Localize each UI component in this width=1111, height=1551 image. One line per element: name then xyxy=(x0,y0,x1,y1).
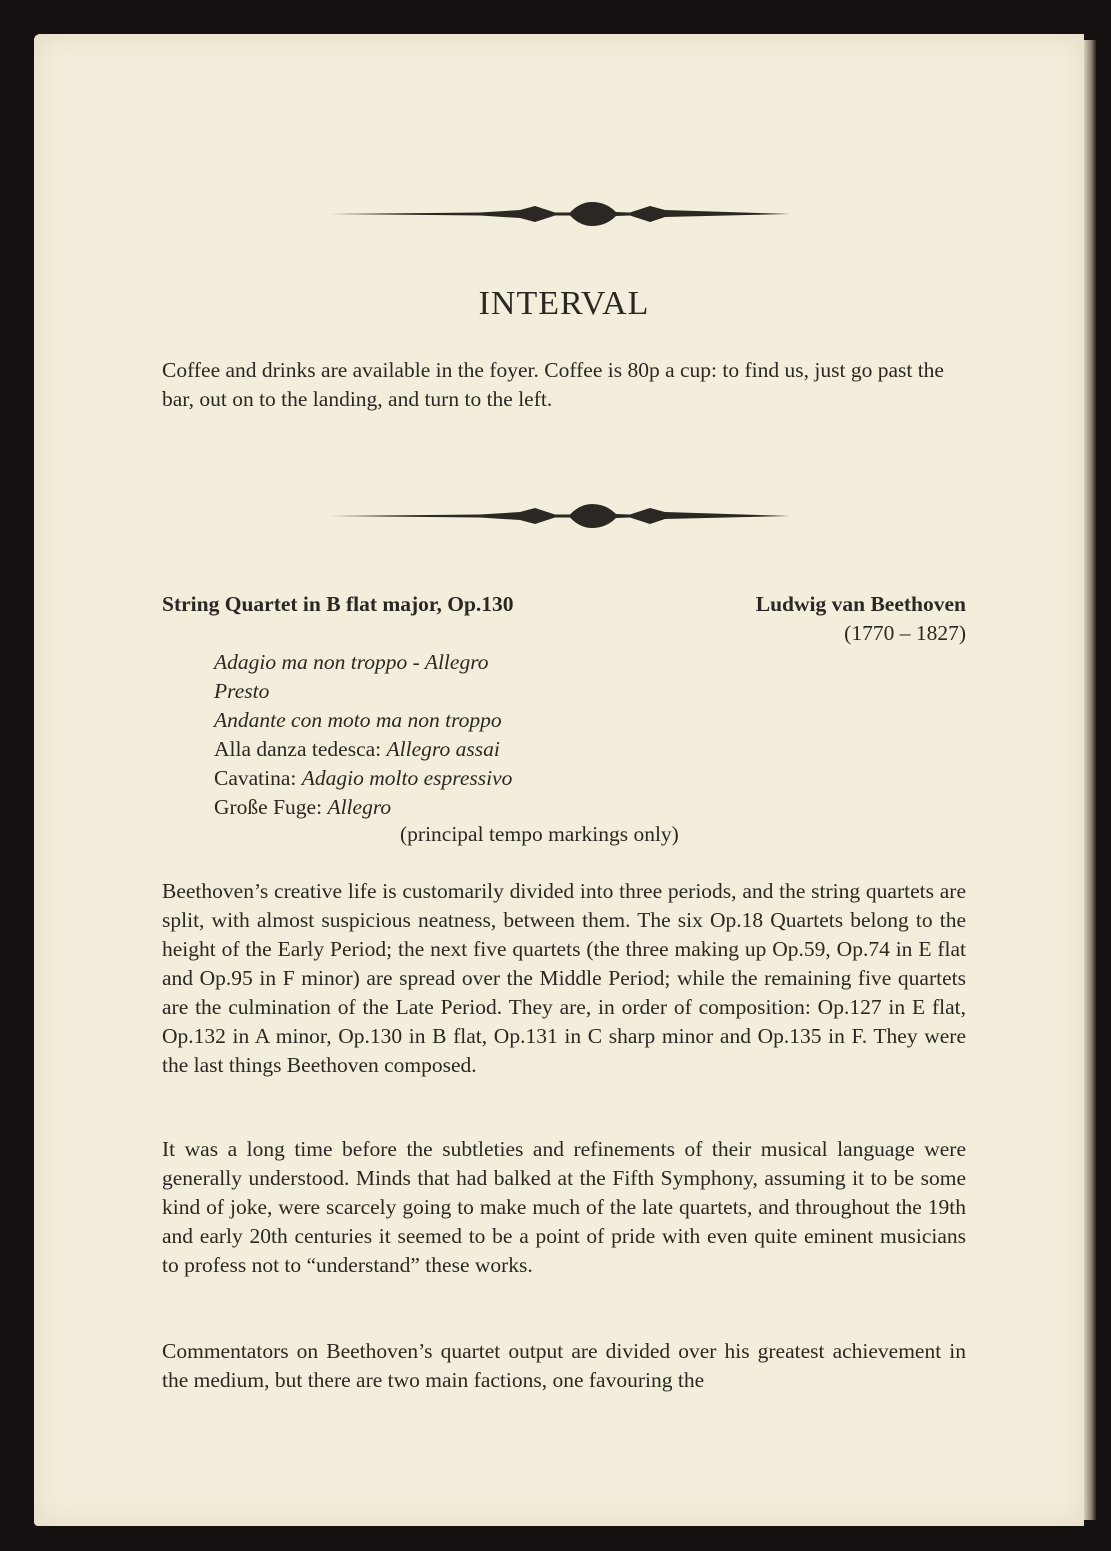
work-title: String Quartet in B flat major, Op.130 xyxy=(162,592,514,616)
composer-name: Ludwig van Beethoven xyxy=(755,592,966,616)
interval-heading: INTERVAL xyxy=(478,285,650,322)
movement-item: Cavatina: Adagio molto espressivo xyxy=(214,766,513,790)
movement-item: Adagio ma non troppo - Allegro xyxy=(214,650,489,674)
ornament-divider-bottom-icon xyxy=(330,498,790,534)
page-edge xyxy=(1084,40,1096,1520)
programme-paragraph: Beethoven’s creative life is customarily divided into three periods, and the string quartets are split, with almost suspicious neatness, between them. The six Op.18 Quartets belong to the height of the Early Period; the next five quartets (the three making up Op.59, Op.74 in E flat and Op.95 in F minor) are spread over the Middle Period; while the remaining five quartets are the culmination of the Late Period. They are, in order of composition: Op.127 in E flat, Op.132 in A minor, Op.130 in B flat, Op.131 in C sharp minor and Op.135 in F. They were the last things Beethoven composed. xyxy=(162,879,966,1077)
work-heading xyxy=(162,590,966,648)
movement-item: Presto xyxy=(214,679,270,703)
tempo-note: (principal tempo markings only) xyxy=(400,822,679,846)
interval-notice: Coffee and drinks are available in the foyer. Coffee is 80p a cup: to find us, just go past the bar, out on to the landing, and turn to the left. xyxy=(162,358,944,411)
movement-list xyxy=(214,648,512,822)
programme-page xyxy=(34,34,1084,1526)
programme-paragraph: It was a long time before the subtleties and refinements of their musical language were generally understood. Minds that had balked at the Fifth Symphony, assuming it to be some kind of joke, were scarcely going to make much of the late quartets, and throughout the 19th and early 20th centuries it seemed to be a point of pride with even quite eminent musicians to profess not to “understand” these works. xyxy=(162,1137,966,1277)
programme-paragraph: Commentators on Beethoven’s quartet output are divided over his greatest achievement in the medium, but there are two main factions, one favouring the xyxy=(162,1339,966,1392)
movement-item: Alla danza tedesca: Allegro assai xyxy=(214,737,500,761)
movement-item: Große Fuge: Allegro xyxy=(214,795,392,819)
composer-dates: (1770 – 1827) xyxy=(844,621,966,645)
movement-item: Andante con moto ma non troppo xyxy=(214,708,502,732)
ornament-divider-top-icon xyxy=(330,196,790,232)
composer-block xyxy=(756,590,966,648)
